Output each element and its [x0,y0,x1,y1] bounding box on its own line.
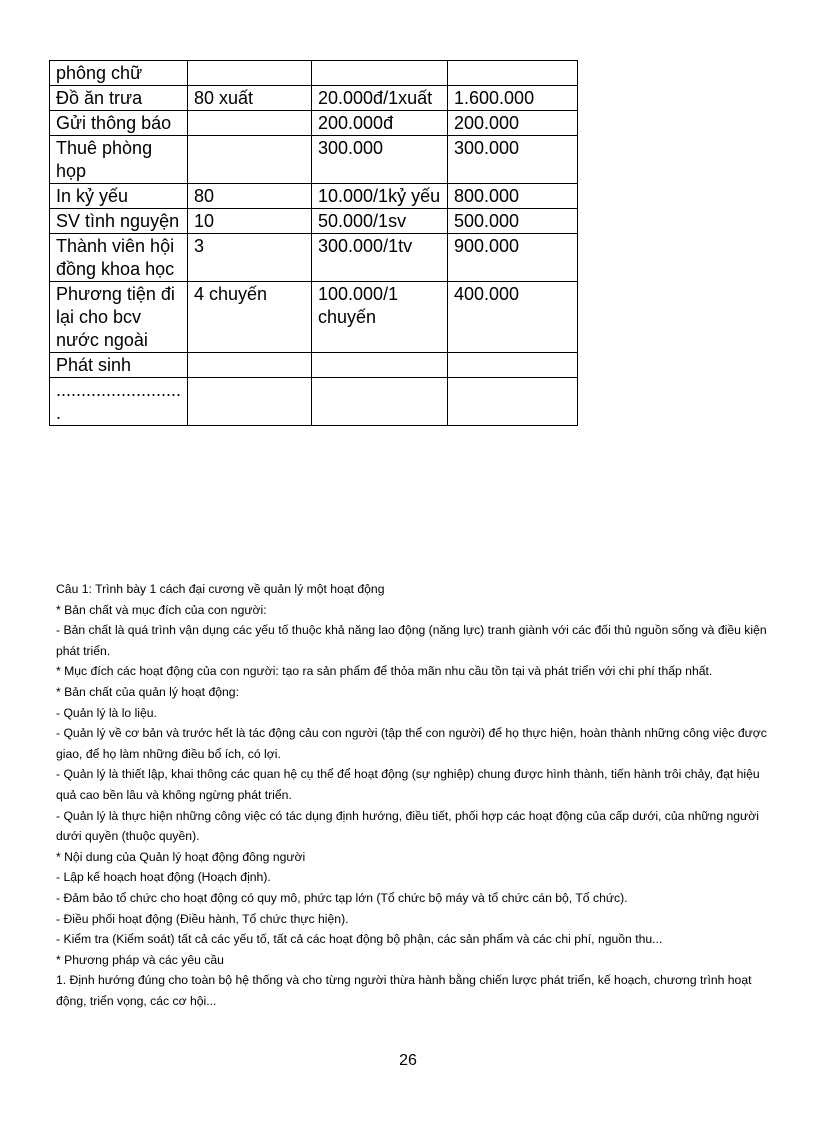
body-paragraph: - Quản lý là lo liệu. [56,705,157,720]
table-cell: 500.000 [448,209,578,234]
body-paragraph: * Bản chất của quản lý hoạt động: [56,684,239,699]
table-row [50,234,578,282]
body-paragraph: - Quản lý là thực hiện những công việc có tác dụng định hướng, điều tiết, phối hợp các hoạt động của cấp dưới, của những người dưới quyền (thuộc quyền). [56,808,759,844]
table-cell: 100.000/1 chuyến [312,282,448,353]
table-row [50,86,578,111]
table-cell: Thuê phòng họp [50,136,188,184]
body-paragraph: * Mục đích các hoạt động của con người: tạo ra sản phẩm để thỏa mãn nhu cầu tồn tại và phát triển với chi phí thấp nhất. [56,664,713,679]
body-paragraph: - Quản lý là thiết lập, khai thông các quan hệ cụ thể để hoạt động (sự nghiệp) chung được hình thành, tiến hành trôi chảy, đạt hiệu quả cao bền lâu và không ngừng phát triển. [56,767,760,802]
table-cell: 300.000/1tv [312,234,448,282]
table-cell: 20.000đ/1xuất [312,86,448,111]
page-number: 26 [399,1052,417,1069]
body-paragraph: * Nội dung của Quản lý hoạt động đông người [56,849,306,864]
body-paragraph: * Phương pháp và các yêu cầu [56,952,224,967]
table-cell: 900.000 [448,234,578,282]
table-cell: 10.000/1kỷ yếu [312,184,448,209]
body-paragraph: * Bản chất và mục đích của con người: [56,602,267,617]
table-cell: phông chữ [50,61,188,86]
table-cell [188,378,312,426]
table-cell: 4 chuyến [188,282,312,353]
table-row [50,353,578,378]
table-cell: Gửi thông báo [50,111,188,136]
table-cell: 200.000 [448,111,578,136]
table-row [50,209,578,234]
table-cell: 1.600.000 [448,86,578,111]
table-row [50,111,578,136]
table-cell [188,353,312,378]
table-cell: 50.000/1sv [312,209,448,234]
table-cell: 80 [188,184,312,209]
table-cell: SV tình nguyện [50,209,188,234]
table-row [50,184,578,209]
table-cell [188,136,312,184]
table-cell [448,353,578,378]
table-cell: 10 [188,209,312,234]
table-cell: In kỷ yếu [50,184,188,209]
table-cell: Phát sinh [50,353,188,378]
table-cell: 200.000đ [312,111,448,136]
table-cell: 300.000 [448,136,578,184]
body-paragraph: - Lập kế hoạch hoạt động (Hoạch định). [56,870,271,885]
table-cell [448,61,578,86]
body-paragraph: - Bản chất là quá trình vận dụng các yếu tố thuộc khả năng lao động (năng lực) tranh giành với các đối thủ nguồn sống và điều kiện phát triển. [56,623,767,658]
table-cell [188,61,312,86]
table-row [50,282,578,353]
table-cell: 800.000 [448,184,578,209]
table-row [50,136,578,184]
table-cell [312,353,448,378]
budget-table [49,60,578,426]
body-paragraph: 1. Định hướng đúng cho toàn bộ hệ thống và cho từng người thừa hành bằng chiến lược phát triển, kế hoạch, chương trình hoạt động, triển vọng, các cơ hội... [56,973,752,1008]
table-cell: Phương tiện đi lại cho bcv nước ngoài [50,282,188,353]
table-cell [312,378,448,426]
table-cell: 3 [188,234,312,282]
table-cell: 80 xuất [188,86,312,111]
table-row [50,61,578,86]
table-cell [312,61,448,86]
budget-table-body [50,61,578,426]
body-paragraph: Câu 1: Trình bày 1 cách đại cương về quản lý một hoạt động [56,582,385,596]
body-paragraph: - Kiểm tra (Kiểm soát) tất cả các yếu tố, tất cả các hoạt động bộ phận, các sản phẩm và các chi phí, nguồn thu... [56,932,663,947]
body-paragraph: - Điều phối hoạt động (Điều hành, Tổ chức thực hiện). [56,911,349,926]
table-cell: 400.000 [448,282,578,353]
body-paragraph: - Đảm bảo tổ chức cho hoạt động có quy mô, phức tạp lớn (Tổ chức bộ máy và tổ chức cán bộ, Tổ chức). [56,890,628,905]
table-cell: .......................... [50,378,188,426]
table-cell: Đồ ăn trưa [50,86,188,111]
table-cell [448,378,578,426]
table-cell: 300.000 [312,136,448,184]
body-paragraph: - Quản lý về cơ bản và trước hết là tác động cảu con người (tập thể con người) để họ thực hiện, hoàn thành những công việc được giao, để họ làm những điều bổ ích, có lợi. [56,726,767,761]
table-cell [188,111,312,136]
table-cell: Thành viên hội đồng khoa học [50,234,188,282]
table-row [50,378,578,426]
body-text [56,579,768,1011]
